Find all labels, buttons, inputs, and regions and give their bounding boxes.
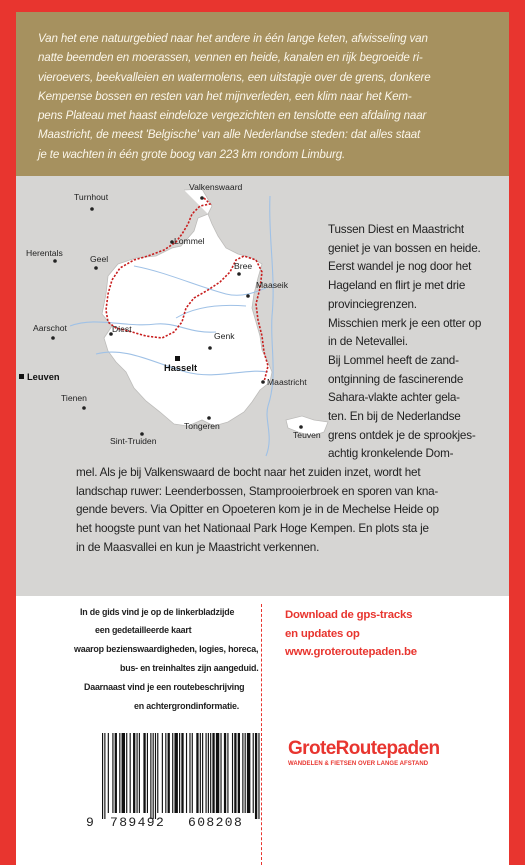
route-description-bottom xyxy=(76,464,506,558)
city-label-hasselt: Hasselt xyxy=(164,363,198,373)
barcode-bar xyxy=(137,733,138,813)
barcode-bar xyxy=(162,733,163,813)
barcode-bar xyxy=(208,733,209,813)
barcode-bar xyxy=(227,733,228,813)
publisher-name: GroteRoutepaden xyxy=(288,738,440,759)
publisher-tagline: WANDELEN & FIETSEN OVER LANGE AFSTAND xyxy=(288,761,429,767)
city-label-tongeren: Tongeren xyxy=(184,421,220,431)
barcode-bar xyxy=(153,733,154,819)
info-line: bus- en treinhaltes zijn aangeduid. xyxy=(120,663,259,673)
city-label-lommel: Lommel xyxy=(174,236,205,246)
description-line: geniet je van bossen en heide. xyxy=(328,241,481,255)
barcode-bar xyxy=(181,733,183,813)
barcode-bar xyxy=(108,733,109,813)
barcode-bar xyxy=(200,733,201,813)
description-line: Bij Lommel heeft de zand- xyxy=(328,353,459,367)
city-label-diest: Diest xyxy=(112,324,132,334)
city-dot xyxy=(90,207,94,211)
city-label-leuven: Leuven xyxy=(27,372,60,382)
city-label-bree: Bree xyxy=(234,261,253,271)
description-line: Hageland en flirt je met drie xyxy=(328,279,466,293)
city-dot xyxy=(208,346,212,350)
barcode-bar xyxy=(224,733,226,813)
barcode-bar xyxy=(234,733,236,813)
intro-line: Maastricht, de meest 'Belgische' van alle Nederlandse steden: dat alles staat xyxy=(38,128,421,142)
city-label-teuven: Teuven xyxy=(293,430,321,440)
barcode-bar xyxy=(220,733,221,813)
description-line: Sahara-vlakte achter gela- xyxy=(328,391,460,405)
route-map-svg xyxy=(16,176,331,476)
barcode-bar xyxy=(238,733,240,813)
barcode-bar xyxy=(122,733,125,813)
leuven-marker xyxy=(19,374,24,379)
isbn-group-left: 789492 xyxy=(110,815,166,830)
download-line: Download de gps-tracks xyxy=(285,609,413,621)
barcode-bar xyxy=(206,733,207,813)
city-dot xyxy=(53,259,57,263)
barcode-bar xyxy=(242,733,243,813)
barcode-bar xyxy=(174,733,177,813)
barcode-bar xyxy=(253,733,254,813)
intro-line: natte beemden en moerassen, vennen en heide, kanalen en rijk begroeide ri- xyxy=(38,51,423,65)
info-line: In de gids vind je op de linkerbladzijde xyxy=(80,607,235,617)
barcode-bar xyxy=(247,733,250,813)
description-line: achtig kronkelende Dom- xyxy=(328,447,454,461)
city-dot xyxy=(94,266,98,270)
barcode-bar xyxy=(157,733,158,813)
city-dot xyxy=(237,272,241,276)
barcode-bar xyxy=(104,733,105,819)
barcode-bar xyxy=(102,733,103,819)
city-label-sint-truiden: Sint-Truiden xyxy=(110,436,157,446)
barcode-bar xyxy=(155,733,156,819)
barcode-bar xyxy=(112,733,113,813)
barcode-bar xyxy=(232,733,233,813)
barcode-bar xyxy=(168,733,170,813)
barcode-bar xyxy=(212,733,214,813)
info-line: Daarnaast vind je een routebeschrijving xyxy=(84,682,245,692)
city-dot xyxy=(200,196,204,200)
barcode-bar xyxy=(143,733,145,813)
barcode-bar xyxy=(147,733,148,813)
city-label-genk: Genk xyxy=(214,331,235,341)
barcode-bar xyxy=(202,733,203,813)
barcode-bar xyxy=(192,733,193,813)
city-dot xyxy=(261,380,265,384)
publisher-logo xyxy=(288,738,439,767)
barcode-bar xyxy=(186,733,187,813)
limburg-province-shape xyxy=(102,189,272,426)
city-dot xyxy=(82,406,86,410)
info-line: een gedetailleerde kaart xyxy=(95,625,192,635)
description-line: Eerst wandel je nog door het xyxy=(328,260,472,274)
barcode-bar xyxy=(133,733,135,813)
barcode-bar xyxy=(126,733,127,813)
intro-line: Van het ene natuurgebied naar het andere in één lange keten, afwisseling van xyxy=(38,32,428,45)
description-line: grens ontdek je de sprookjes- xyxy=(328,428,476,442)
description-line: landschap ruwer: Leenderbossen, Stamprooierbroek en sporen van kna- xyxy=(76,484,439,498)
isbn-prefix: 9 xyxy=(86,815,96,830)
city-label-maaseik: Maaseik xyxy=(256,280,288,290)
isbn-group-right: 608208 xyxy=(188,815,244,830)
intro-line: pens Plateau met haast eindeloze vergezichten en tenslotte een afdaling naar xyxy=(38,109,427,123)
route-description-side xyxy=(328,221,508,464)
barcode-bar xyxy=(210,733,211,813)
website-link[interactable]: www.groteroutepaden.be xyxy=(285,646,417,659)
barcode-bar xyxy=(196,733,198,813)
barcode-bar xyxy=(115,733,117,813)
city-dot xyxy=(299,425,303,429)
city-dot xyxy=(207,416,211,420)
city-label-valkenswaard: Valkenswaard xyxy=(189,182,243,192)
barcode-bar xyxy=(255,733,257,819)
description-line: Tussen Diest en Maastricht xyxy=(328,223,464,236)
city-label-maastricht: Maastricht xyxy=(267,377,307,387)
city-label-aarschot: Aarschot xyxy=(33,323,67,333)
description-line: in de Maasvallei en kun je Maastricht verkennen. xyxy=(76,540,320,554)
description-line: gende bevers. Via Opitter en Opoeteren kom je in de Mechelse Heide op xyxy=(76,503,439,517)
route-map xyxy=(16,176,331,476)
barcode-bar xyxy=(130,733,131,813)
hasselt-marker xyxy=(175,356,180,361)
barcode-bar xyxy=(179,733,180,813)
description-line: ten. En bij de Nederlandse xyxy=(328,410,461,424)
barcode-bar xyxy=(165,733,166,813)
barcode-bar xyxy=(216,733,219,813)
barcode-bar xyxy=(119,733,120,813)
river-line xyxy=(266,196,273,456)
isbn-barcode xyxy=(100,733,264,819)
city-label-tienen: Tienen xyxy=(61,393,87,403)
barcode-bar xyxy=(150,733,151,819)
info-line: waarop bezienswaardigheden, logies, horeca, xyxy=(74,644,259,654)
description-line: Misschien merk je een otter op xyxy=(328,316,482,330)
intro-text xyxy=(38,29,493,164)
footer-panel xyxy=(16,596,509,865)
city-label-turnhout: Turnhout xyxy=(74,192,109,202)
info-line: en achtergrondinformatie. xyxy=(134,701,239,711)
intro-line: Kempense bossen en resten van het mijnverleden, een klim naar het Kem- xyxy=(38,89,412,103)
barcode-bar xyxy=(139,733,140,813)
description-line: provinciegrenzen. xyxy=(328,297,417,311)
city-dot xyxy=(51,336,55,340)
intro-line: je te wachten in één grote boog van 223 km rondom Limburg. xyxy=(38,147,346,161)
city-label-herentals: Herentals xyxy=(26,248,63,258)
city-dot xyxy=(246,294,250,298)
download-note xyxy=(285,606,417,662)
download-line: en updates op xyxy=(285,627,360,640)
description-line: in de Netevallei. xyxy=(328,335,408,349)
map-and-description-panel xyxy=(16,176,509,596)
description-line: mel. Als je bij Valkenswaard de bocht naar het zuiden inzet, wordt het xyxy=(76,466,421,479)
description-line: ontginning de fascinerende xyxy=(328,372,464,386)
intro-band xyxy=(16,12,509,176)
city-label-geel: Geel xyxy=(90,254,109,264)
barcode-bar xyxy=(172,733,173,813)
barcode-bar xyxy=(189,733,190,813)
barcode-bar xyxy=(258,733,259,819)
barcode-bar xyxy=(245,733,246,813)
description-line: het hoogste punt van het Nationaal Park Hoge Kempen. En plots sta je xyxy=(76,522,429,536)
intro-line: vieroevers, beekvalleien en watermolens, een uitstapje over de grens, donkere xyxy=(38,70,431,84)
